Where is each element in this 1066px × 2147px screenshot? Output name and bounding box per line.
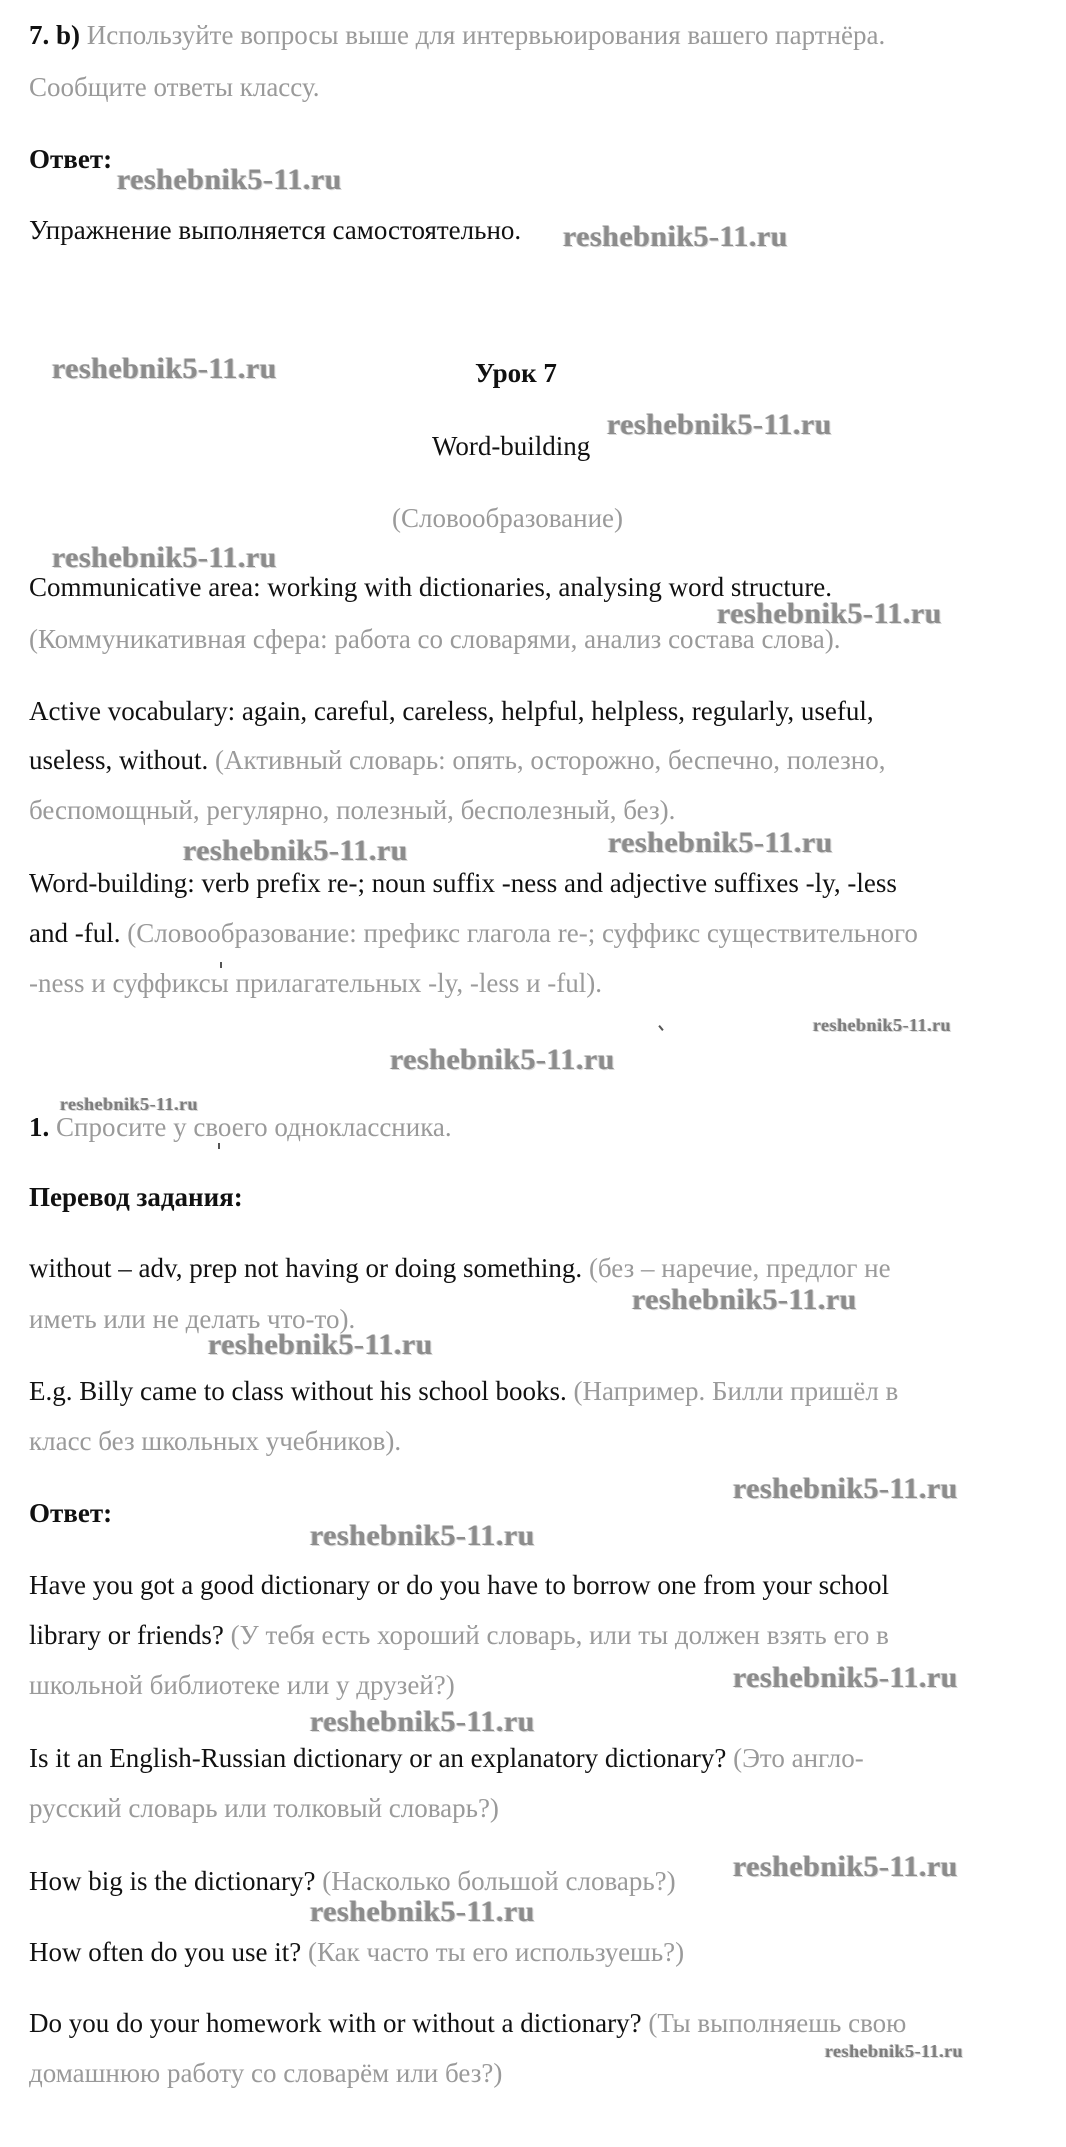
active-vocabulary-line-3: беспомощный, регулярно, полезный, бесполезный, без). (29, 795, 676, 825)
watermark: reshebnik5-11.ru (310, 1895, 535, 1928)
watermark: reshebnik5-11.ru (208, 1328, 433, 1361)
active-vocabulary-line-2 (29, 743, 886, 777)
example-line-1 (29, 1374, 898, 1408)
task-1-text: Спросите у своего одноклассника. (56, 1112, 452, 1142)
watermark: reshebnik5-11.ru (60, 1094, 199, 1114)
scan-mark (218, 1143, 220, 1149)
lesson-topic-translation: (Словообразование) (392, 503, 624, 533)
lesson-topic: Word-building (432, 431, 591, 461)
watermark: reshebnik5-11.ru (717, 597, 942, 630)
question-5-line-1 (29, 2006, 906, 2040)
watermark: reshebnik5-11.ru (310, 1705, 535, 1738)
watermark: reshebnik5-11.ru (733, 1661, 958, 1694)
task-7b-number: 7. b) (29, 20, 81, 50)
word-building-line-2 (29, 916, 918, 950)
definition-ru: (без – наречие, предлог не (588, 1253, 891, 1283)
example-ru: (Например. Билли пришёл в (573, 1376, 899, 1406)
answer-label: Ответ: (29, 144, 113, 174)
watermark: reshebnik5-11.ru (117, 163, 342, 196)
watermark: reshebnik5-11.ru (632, 1283, 857, 1316)
question-4-en: How often do you use it? (29, 1937, 302, 1967)
question-5-line-2: домашнюю работу со словарём или без?) (29, 2058, 503, 2088)
active-vocabulary-en: useless, without. (29, 745, 209, 775)
scan-mark (220, 962, 222, 968)
question-1-en: library or friends? (29, 1620, 224, 1650)
active-vocabulary-line-1: Active vocabulary: again, careful, careless, helpful, helpless, regularly, useful, (29, 696, 874, 726)
question-4-line (29, 1935, 684, 1969)
word-building-line-3: -ness и суффиксы прилагательных -ly, -less и -ful). (29, 968, 603, 998)
watermark: reshebnik5-11.ru (183, 834, 408, 867)
question-5-ru: (Ты выполняешь свою (648, 2008, 907, 2038)
definition-en: without – adv, prep not having or doing something. (29, 1253, 583, 1283)
question-5-en: Do you do your homework with or without a dictionary? (29, 2008, 642, 2038)
answer-text: Упражнение выполняется самостоятельно. (29, 215, 522, 245)
watermark: reshebnik5-11.ru (52, 352, 277, 385)
task-7b-line-2: Сообщите ответы классу. (29, 72, 320, 102)
question-3-en: How big is the dictionary? (29, 1866, 316, 1896)
translation-label: Перевод задания: (29, 1182, 243, 1212)
definition-line-2: иметь или не делать что-то). (29, 1304, 356, 1334)
word-building-en: and -ful. (29, 918, 121, 948)
question-4-ru: (Как часто ты его используешь?) (307, 1937, 685, 1967)
watermark: reshebnik5-11.ru (310, 1519, 535, 1552)
question-3-line (29, 1864, 676, 1898)
definition-line-1 (29, 1251, 891, 1285)
watermark: reshebnik5-11.ru (813, 1015, 952, 1035)
watermark: reshebnik5-11.ru (733, 1472, 958, 1505)
task-7b-text: Используйте вопросы выше для интервьюирования вашего партнёра. (86, 20, 886, 50)
answer-2-label: Ответ: (29, 1498, 113, 1528)
watermark: reshebnik5-11.ru (390, 1043, 615, 1076)
task-1-line (29, 1110, 452, 1144)
question-2-line-2: русский словарь или толковый словарь?) (29, 1793, 499, 1823)
question-2-ru: (Это англо- (733, 1743, 864, 1773)
watermark: reshebnik5-11.ru (733, 1850, 958, 1883)
active-vocabulary-ru: (Активный словарь: опять, осторожно, беспечно, полезно, (215, 745, 886, 775)
communicative-area: Communicative area: working with dictionaries, analysing word structure. (29, 572, 833, 602)
lesson-title: Урок 7 (475, 358, 557, 388)
scan-mark (658, 1025, 663, 1031)
task-7b-line-1 (29, 18, 885, 52)
question-2-line-1 (29, 1741, 864, 1775)
watermark: reshebnik5-11.ru (563, 220, 788, 253)
communicative-area-translation: (Коммуникативная сфера: работа со словарями, анализ состава слова). (29, 624, 841, 654)
question-1-line-2 (29, 1618, 889, 1652)
question-1-line-1: Have you got a good dictionary or do you have to borrow one from your school (29, 1570, 890, 1600)
example-en: E.g. Billy came to class without his school books. (29, 1376, 567, 1406)
question-2-en: Is it an English-Russian dictionary or an explanatory dictionary? (29, 1743, 727, 1773)
watermark: reshebnik5-11.ru (607, 408, 832, 441)
question-1-line-3: школьной библиотеке или у друзей?) (29, 1670, 455, 1700)
question-1-ru: (У тебя есть хороший словарь, или ты должен взять его в (230, 1620, 889, 1650)
word-building-ru: (Словообразование: префикс глагола re-; суффикс существительного (127, 918, 918, 948)
watermark: reshebnik5-11.ru (608, 826, 833, 859)
word-building-line-1: Word-building: verb prefix re-; noun suffix -ness and adjective suffixes -ly, -less (29, 868, 897, 898)
example-line-2: класс без школьных учебников). (29, 1426, 402, 1456)
watermark: reshebnik5-11.ru (825, 2041, 964, 2061)
watermark: reshebnik5-11.ru (52, 541, 277, 574)
task-1-number: 1. (29, 1112, 50, 1142)
question-3-ru: (Насколько большой словарь?) (322, 1866, 676, 1896)
